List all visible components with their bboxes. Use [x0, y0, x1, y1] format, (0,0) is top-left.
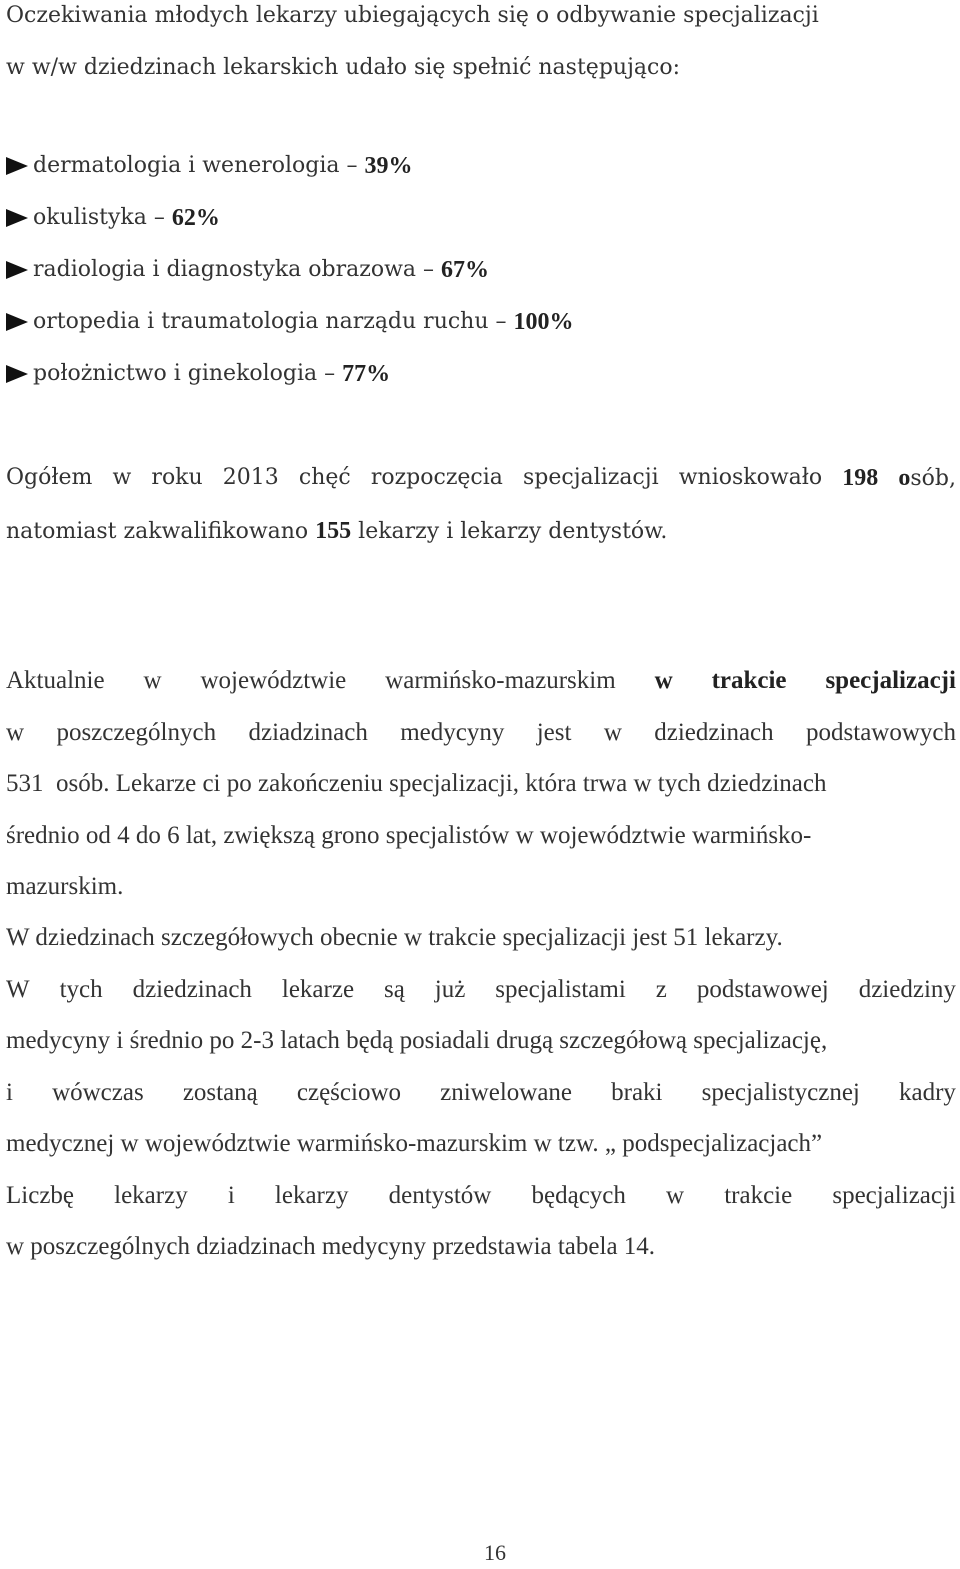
- text-fragment: lekarzy i lekarzy dentystów.: [351, 519, 668, 544]
- word: chęć: [298, 465, 351, 490]
- word: i: [227, 1181, 235, 1209]
- word: zniwelowane: [440, 1078, 573, 1106]
- word: poszczególnych: [56, 718, 217, 746]
- para2-line-2: [6, 964, 956, 1016]
- list-item: [6, 348, 574, 400]
- word: w: [666, 1181, 685, 1209]
- word: podstawowej: [696, 975, 829, 1003]
- intro-paragraph: [6, 0, 819, 94]
- word: W: [6, 975, 30, 1003]
- list-item-label: ortopedia i traumatologia narządu ruchu –: [33, 309, 507, 334]
- word: wówczas: [52, 1078, 144, 1106]
- word: warmińsko-mazurskim: [385, 667, 616, 694]
- word: Liczbę: [6, 1181, 75, 1209]
- list-item-value: 67%: [441, 257, 490, 283]
- para1-line-1: [6, 655, 956, 707]
- triangle-bullet-icon: [6, 261, 28, 279]
- para2-line-6: [6, 1170, 956, 1222]
- intro-line-1: Oczekiwania młodych lekarzy ubiegających się o odbywanie specjalizacji: [6, 3, 819, 28]
- bold-letter: o: [898, 465, 911, 491]
- word: już: [434, 975, 466, 1003]
- word: w: [603, 718, 622, 746]
- list-item-value: 62%: [171, 205, 220, 231]
- word: tych: [59, 975, 103, 1003]
- word: 2013: [222, 465, 279, 490]
- word: dziadzinach: [248, 718, 368, 746]
- word: kadry: [898, 1078, 956, 1106]
- para1-line-3: 531 osób. Lekarze ci po zakończeniu specjalizacji, która trwa w tych dziedzinach: [6, 770, 827, 797]
- list-item-label: okulistyka –: [33, 205, 165, 230]
- page-number: 16: [484, 1540, 506, 1565]
- list-item-value: 100%: [513, 309, 574, 335]
- triangle-bullet-icon: [6, 209, 28, 227]
- word: dentystów: [388, 1181, 492, 1209]
- word: specjalistycznej: [701, 1078, 860, 1106]
- list-item-value: 39%: [364, 153, 413, 179]
- word: Ogółem: [6, 465, 93, 490]
- word: lekarzy: [114, 1181, 188, 1209]
- list-item: [6, 244, 574, 296]
- word: jest: [536, 718, 572, 746]
- word: są: [384, 975, 405, 1003]
- word: lekarzy: [274, 1181, 349, 1209]
- word: lekarze: [281, 975, 355, 1003]
- triangle-bullet-icon: [6, 313, 28, 331]
- qualified-count: 155: [315, 518, 352, 544]
- para2-line-3: medycyny i średnio po 2-3 latach będą posiadali drugą szczegółową specjalizację,: [6, 1027, 828, 1054]
- applicants-count: 198: [842, 465, 879, 491]
- triangle-bullet-icon: [6, 365, 28, 383]
- word: województwie: [200, 667, 347, 694]
- list-item-label: położnictwo i ginekologia –: [33, 361, 336, 386]
- word: w: [6, 718, 25, 746]
- word: Aktualnie: [6, 667, 105, 694]
- para2-line-7: w poszczególnych dziadzinach medycyny przedstawia tabela 14.: [6, 1233, 656, 1260]
- word: i: [6, 1078, 13, 1106]
- triangle-bullet-icon: [6, 157, 28, 175]
- para1-line-4: średnio od 4 do 6 lat, zwiększą grono specjalistów w województwie warmińsko-: [6, 821, 812, 849]
- detailed-specialization-paragraph: [6, 912, 956, 1273]
- specialization-list: [6, 140, 574, 400]
- para2-line-4: [6, 1067, 956, 1119]
- word: będących: [531, 1181, 626, 1209]
- word: braki: [611, 1078, 663, 1106]
- summary-line-2: [6, 505, 956, 558]
- para2-line-1: W dziedzinach szczegółowych obecnie w trakcie specjalizacji jest 51 lekarzy.: [6, 924, 783, 951]
- word: w: [112, 465, 132, 490]
- bold-word: specjalizacji: [825, 667, 956, 694]
- word: specjalizacji: [832, 1181, 956, 1209]
- word: specjalistami: [495, 975, 626, 1003]
- word: [898, 452, 956, 505]
- para2-line-5: medycznej w województwie warmińsko-mazurskim w tzw. „ podspecjalizacjach”: [6, 1130, 823, 1157]
- word: dziedzinach: [132, 975, 252, 1003]
- summary-paragraph: [6, 452, 956, 558]
- para1-line-5: mazurskim.: [6, 873, 124, 900]
- word: dziedzinach: [654, 718, 774, 746]
- text-fragment: natomiast zakwalifikowano: [6, 519, 316, 544]
- word: medycyny: [400, 718, 505, 746]
- word: wnioskowało: [678, 465, 823, 490]
- list-item-value: 77%: [342, 361, 391, 387]
- list-item-label: dermatologia i wenerologia –: [33, 153, 358, 178]
- word: podstawowych: [806, 718, 956, 746]
- para1-line-2: [6, 707, 956, 759]
- word: w: [143, 667, 162, 694]
- word: roku: [151, 465, 203, 490]
- word-tail: sób,: [910, 466, 956, 491]
- summary-line-1: [6, 452, 956, 505]
- bold-word: trakcie: [711, 667, 787, 694]
- word: specjalizacji: [523, 465, 659, 490]
- word: częściowo: [296, 1078, 402, 1106]
- bold-word: w: [654, 667, 673, 694]
- word: z: [655, 975, 667, 1003]
- word: dziedziny: [858, 975, 956, 1003]
- word: trakcie: [724, 1181, 793, 1209]
- word: zostaną: [182, 1078, 258, 1106]
- list-item: [6, 192, 574, 244]
- list-item-label: radiologia i diagnostyka obrazowa –: [33, 257, 435, 282]
- intro-line-2: w w/w dziedzinach lekarskich udało się spełnić następująco:: [6, 55, 680, 80]
- word: rozpoczęcia: [370, 465, 503, 490]
- list-item: [6, 296, 574, 348]
- list-item: [6, 140, 574, 192]
- current-specialization-paragraph: [6, 655, 956, 913]
